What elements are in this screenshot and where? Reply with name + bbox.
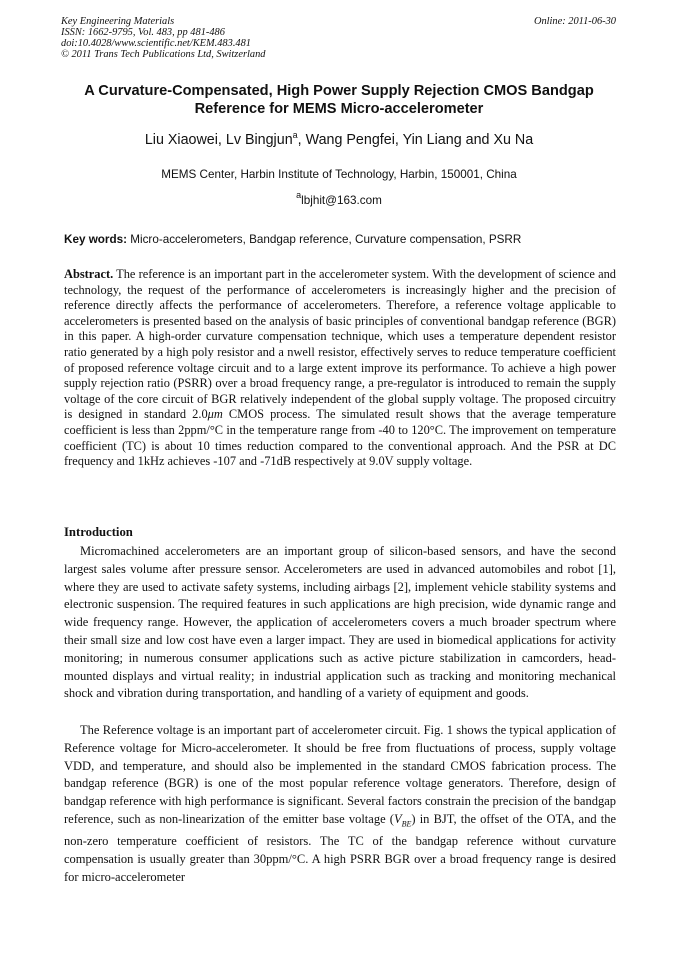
- authors-rest: , Wang Pengfei, Yin Liang and Xu Na: [297, 132, 534, 148]
- intro-paragraph-2-a: The Reference voltage is an important part of accelerometer circuit. Fig. 1 shows the typical application of Reference voltage for Micro-accelerometer. It should be free from fluctuations of process, supply voltage VDD, and temperature, and should also be implemented in the standard CMOS fabrication process. The bandgap reference (BGR) is one of the most popular reference voltage generators. Therefore, design of bandgap reference with high performance is significant. Several factors constrain the precision of the bandgap reference, such as non-linearization of the emitter base voltage (: [64, 723, 616, 826]
- email-address[interactable]: lbjhit@163.com: [301, 194, 382, 207]
- author-affil-mark: a: [292, 130, 298, 140]
- section-heading-introduction: Introduction: [64, 525, 133, 539]
- abstract: [64, 267, 616, 470]
- doi-line[interactable]: doi:10.4028/www.scientific.net/KEM.483.481: [61, 38, 251, 49]
- abstract-text-2: CMOS process. The simulated result shows that the average temperature coefficient is less than 2ppm/°C in the temperature range from -40 to 120°C. The improvement on temperature coefficient (TC) is about 10 times reduction compared to the conventional approach. And the PSR at DC frequency and 1kHz achieves -107 and -71dB respectively at 9.0V supply voltage.: [64, 407, 616, 469]
- paper-title: A Curvature-Compensated, High Power Supply Rejection CMOS Bandgap Reference for MEMS Micro-accelerometer: [84, 83, 594, 117]
- intro-paragraph-1: Micromachined accelerometers are an important group of silicon-based sensors, and have the second largest sales volume after pressure sensor. Accelerometers are used in advanced automobiles and robot [1], where they are used to activate safety systems, including airbags [2], implement vehicle stability systems and electronic suspension. The required features in such applications are high precision, wide dynamic range and wide frequency range. However, the application of accelerometers covers a much broader spectrum where their small size and low cost have even a larger impact. They are used in biomedical applications for activity monitoring; in numerous consumer applications such as active picture stabilization in camcorders, head-mounted displays and virtual reality; in industrial application such as tracking and monitoring mechanical shock and vibration during transportation, and handling of a variety of equipment and goods.: [64, 544, 616, 701]
- abstract-label: Abstract.: [64, 267, 114, 281]
- affiliation: MEMS Center, Harbin Institute of Technology, Harbin, 150001, China: [161, 168, 517, 181]
- journal-name: Key Engineering Materials: [61, 16, 175, 27]
- copyright-line: © 2011 Trans Tech Publications Ltd, Switzerland: [61, 49, 266, 60]
- journal-header: [61, 16, 616, 60]
- keywords: [64, 233, 616, 247]
- abstract-text: The reference is an important part in the accelerometer system. With the development of science and technology, the request of the performance of accelerometers is increasingly higher and the precision of reference directly affects the performance of accelerometers. Therefore, a reference voltage applicable to accelerometers is presented based on the analysis of basic principles of conventional bandgap reference (BGR) in this paper. A high-order curvature compensation technique, which uses a temperature dependent resistor ratio generated by a high poly resistor and a nwell resistor, effectively serves to reduce temperature coefficient of proposed reference voltage circuit and to a large extent improve its performance. To achieve a high power supply rejection ratio (PSRR) over a broad frequency range, a pre-regulator is introduced to remain the supply voltage of the core circuit of BGR relatively independent of the global supply voltage. The proposed circuitry is designed in standard 2.0: [64, 267, 616, 422]
- online-date: Online: 2011-06-30: [533, 16, 616, 27]
- author-list: [64, 131, 614, 149]
- intro-paragraph-2: [64, 722, 616, 887]
- issn-line: ISSN: 1662-9795, Vol. 483, pp 481-486: [61, 27, 225, 38]
- vbe-subscript: BE: [401, 819, 412, 829]
- author-email: [64, 190, 614, 208]
- authors-first: Liu Xiaowei, Lv Bingjun: [144, 132, 293, 148]
- vbe-symbol: [393, 811, 412, 829]
- vbe-v: V: [393, 811, 402, 826]
- abstract-unit: μm: [207, 407, 223, 422]
- email-affil-mark: a: [296, 190, 302, 200]
- keywords-label: Key words:: [64, 233, 127, 246]
- intro-paragraph-2-b: ) in BJT, the offset of the OTA, and the non-zero temperature coefficient of resistors. The TC of the bandgap reference without curvature compensation is usually greater than 30ppm/°C. A high PSRR BGR over a broad frequency range is desired for micro-accelerometer: [64, 811, 617, 884]
- keywords-text: Micro-accelerometers, Bandgap reference, Curvature compensation, PSRR: [127, 233, 522, 246]
